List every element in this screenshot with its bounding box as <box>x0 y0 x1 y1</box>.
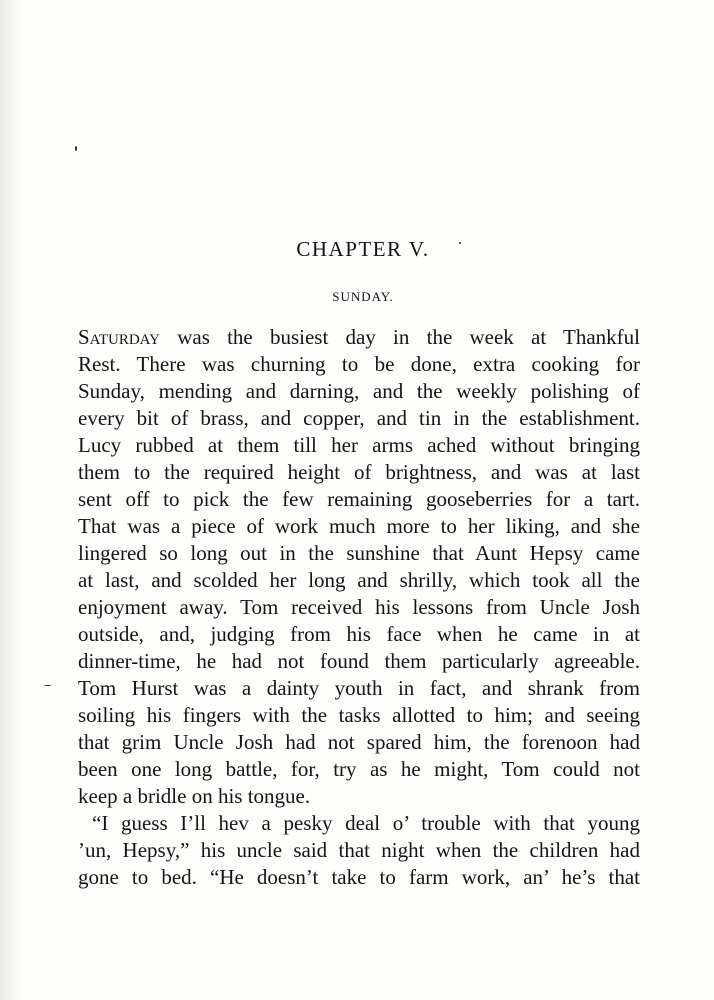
text-line: sent off to pick the few remaining gooseberries for a tart. <box>78 487 640 511</box>
text-line: soiling his fingers with the tasks allotted to him; and seeing <box>78 703 640 727</box>
text-line: every bit of brass, and copper, and tin in the establishment. <box>78 406 640 430</box>
text-line: at last, and scolded her long and shrilly, which took all the <box>78 568 640 592</box>
text-line: lingered so long out in the sunshine that Aunt Hepsy came <box>78 541 640 565</box>
text-line: enjoyment away. Tom received his lessons from Uncle Josh <box>78 595 640 619</box>
text-line: Tom Hurst was a dainty youth in fact, and shrank from <box>78 676 640 700</box>
print-speck <box>44 685 51 686</box>
body-text <box>78 324 640 891</box>
text-line <box>78 324 640 351</box>
text-line: That was a piece of work much more to her liking, and she <box>78 514 640 538</box>
text-line: “I guess I’ll hev a pesky deal o’ trouble with that young <box>92 811 640 835</box>
paragraph <box>78 810 640 891</box>
page-edge-shadow <box>0 0 22 1000</box>
text-line: outside, and, judging from his face when he came in at <box>78 622 640 646</box>
text-line: that grim Uncle Josh had not spared him, the forenoon had <box>78 730 640 754</box>
text-line: Rest. There was churning to be done, extra cooking for <box>78 352 640 376</box>
text-line: them to the required height of brightness, and was at last <box>78 460 640 484</box>
text-line: keep a bridle on his tongue. <box>78 784 311 808</box>
text-line: ’un, Hepsy,” his uncle said that night when the children had <box>78 838 640 862</box>
paragraph <box>78 324 640 810</box>
chapter-subtitle: SUNDAY. <box>332 289 394 304</box>
text-line-content: was the busiest day in the week at Thankful <box>159 325 640 349</box>
paragraph-lead-word: Saturday <box>78 325 160 349</box>
text-line: Sunday, mending and darning, and the weekly polishing of <box>78 379 640 403</box>
print-speck <box>75 146 77 151</box>
chapter-title: CHAPTER V. <box>296 237 430 261</box>
text-line: dinner-time, he had not found them particularly agreeable. <box>78 649 640 673</box>
text-line: been one long battle, for, try as he might, Tom could not <box>78 757 640 781</box>
text-line: gone to bed. “He doesn’t take to farm work, an’ he’s that <box>78 865 640 889</box>
text-line: Lucy rubbed at them till her arms ached without bringing <box>78 433 640 457</box>
